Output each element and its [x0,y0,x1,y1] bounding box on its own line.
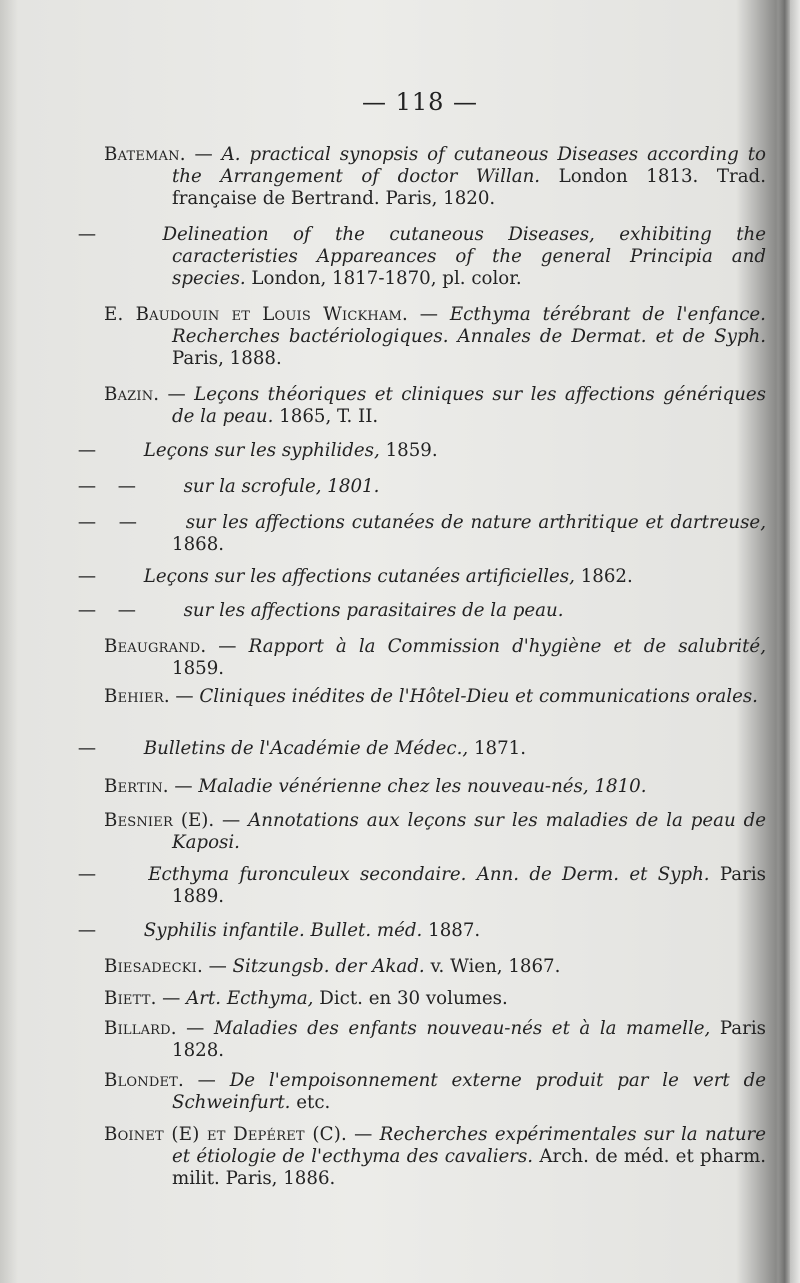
entry-title: Recherches expérimentales sur la nature et étiologie de l'ecthyma des cavaliers. [172,1124,766,1167]
entry-author: Billard [104,1018,171,1039]
entry-title: sur la scrofule, 1801. [183,476,380,497]
entry-separator: . — [162,776,199,797]
bibliography-entry [104,1018,766,1062]
entry-title: Syphilis infantile. Bullet. méd. [143,920,423,941]
entry-author: E. Baudouin et Louis Wickham [104,304,403,325]
ditto-dash: — [77,566,97,587]
page-number: — 118 — [361,88,479,116]
entry-publication: 1862. [580,566,633,587]
entry-separator: . — [163,686,200,707]
bibliography-entry [104,810,766,854]
entry-author: Besnier [104,810,173,831]
page-edge-shadow [778,0,790,1283]
bibliography-entry [77,864,766,908]
bibliography-entry [104,1124,766,1190]
bibliography-entry [104,636,766,680]
bibliography-entry [77,476,766,498]
entry-title: Maladie vénérienne chez les nouveau-nés, 1810. [198,776,647,797]
entry-separator: . — [402,304,450,325]
entry-title: A. practical synopsis of cutaneous Diseases according to the Arrangement of doctor Willan. [172,144,766,187]
entry-publication: Paris, 1888. [172,348,282,369]
bibliography-entry [104,304,766,370]
bibliography-entry [77,920,766,942]
bibliography-entry [104,384,766,428]
entry-publication: Arch. de méd. et pharm. milit. Paris, 1886. [172,1146,766,1189]
entry-title: Delineation of the cutaneous Diseases, exhibiting the caracteristies Appareances of the general Principia and species. [162,224,766,289]
ditto-dash: — [117,476,136,497]
entry-author: Biesadecki [104,956,197,977]
entry-title: Cliniques inédites de l'Hôtel-Dieu et communications orales. [199,686,758,707]
entry-title: Leçons théoriques et cliniques sur les affections génériques de la peau. [172,384,766,427]
bibliography-entry [104,956,766,978]
entry-publication: etc. [296,1092,331,1113]
entry-separator: . — [178,1070,230,1091]
entry-publication: Paris 1828. [172,1018,766,1061]
entry-title: Leçons sur les syphilides, [143,440,380,461]
entry-author: Blondet [104,1070,179,1091]
entry-title: sur les affections cutanées de nature arthritique et dartreuse, [185,512,766,533]
entry-separator: . — [179,144,222,165]
bibliography-entry [77,224,766,290]
entry-title: Ecthyma térébrant de l'enfance. Recherches bactériologiques. Annales de Dermat. et de Syph. [172,304,766,347]
bibliography-entry [77,566,766,588]
entry-title: Maladies des enfants nouveau-nés et à la mamelle, [213,1018,711,1039]
bibliography-entry [77,440,766,462]
ditto-dash: — [77,512,97,533]
entry-title: Rapport à la Commission d'hygiène et de salubrité, [248,636,766,657]
bibliography-entry [77,512,766,556]
entry-separator: . — [208,810,249,831]
entry-author: Bazin [104,384,154,405]
ditto-dash: — [77,864,97,885]
bibliography-entry [104,144,766,210]
entry-title: Art. Ecthyma, [186,988,314,1009]
entry-title: De l'empoisonnement externe produit par le vert de Schweinfurt. [172,1070,766,1113]
ditto-dash: — [118,512,137,533]
entry-title: Annotations aux leçons sur les maladies de la peau de Kaposi. [172,810,766,853]
entry-publication: v. Wien, 1867. [430,956,561,977]
bibliography-entry [77,600,766,622]
bibliography-list [77,144,766,1244]
entry-publication: London 1813. Trad. française de Bertrand. Paris, 1820. [172,166,766,209]
bibliography-entry [104,776,766,798]
entry-publication: 1887. [428,920,481,941]
ditto-dash: — [77,920,97,941]
entry-publication: 1859. [385,440,438,461]
entry-publication: 1868. [172,534,225,555]
entry-title: Ecthyma furonculeux secondaire. Ann. de Derm. et Syph. [148,864,710,885]
entry-title: sur les affections parasitaires de la peau. [183,600,564,621]
entry-author: Bateman [104,144,180,165]
entry-title: Leçons sur les affections cutanées artificielles, [143,566,575,587]
entry-publication: 1871. [473,738,527,759]
entry-author: Biett [104,988,151,1009]
entry-separator: . — [153,384,195,405]
entry-publication: 1859. [172,658,225,679]
entry-separator: . — [150,988,187,1009]
entry-author: Beaugrand [104,636,201,657]
bibliography-entry [104,686,766,708]
entry-publication: London, 1817-1870, pl. color. [251,268,522,289]
ditto-dash: — [77,600,97,621]
entry-author: Bertin [104,776,163,797]
ditto-dash: — [77,440,97,461]
entry-separator: . — [170,1018,214,1039]
bibliography-entry [104,988,766,1010]
ditto-dash: — [77,738,97,759]
entry-publication: Dict. en 30 volumes. [319,988,508,1009]
entry-separator: . — [341,1124,380,1145]
entry-publication: Paris 1889. [172,864,766,907]
entry-author: Behier [104,686,164,707]
ditto-dash: — [77,476,97,497]
ditto-dash: — [77,224,97,245]
entry-title: Bulletins de l'Académie de Médec., [143,738,469,759]
entry-author-suffix: (E) [172,810,209,831]
entry-separator: . — [200,636,249,657]
ditto-dash: — [117,600,136,621]
bibliography-entry [104,1070,766,1114]
entry-separator: . — [197,956,233,977]
entry-title: Sitzungsb. der Akad. [232,956,425,977]
entry-publication: 1865, T. II. [279,406,379,427]
bibliography-entry [77,738,766,760]
entry-author: Boinet (E) et Depéret (C) [104,1124,342,1145]
